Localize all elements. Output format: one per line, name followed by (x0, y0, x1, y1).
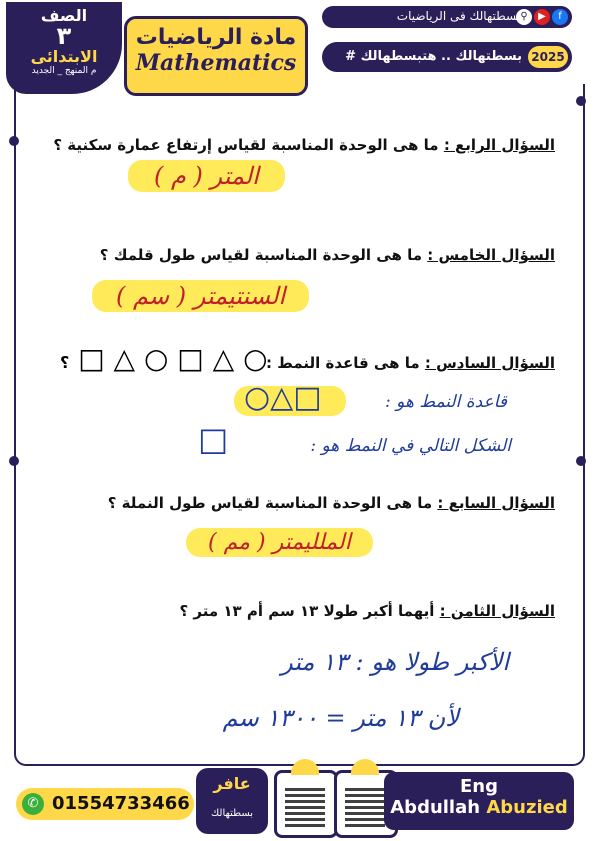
question-7-label: السؤال السابع : (437, 494, 555, 512)
answer-6-line2: الشكل التالي في النمط هو : (310, 436, 511, 456)
phone-pill (16, 788, 194, 820)
author-title: Eng (460, 776, 498, 797)
binding-dots-left (10, 96, 18, 756)
grade-badge (6, 2, 122, 94)
question-8 (180, 602, 556, 620)
answer-8-line1: الأكبر طولا هو : ١٣ متر (281, 648, 509, 676)
pattern-shapes-text: □ △ ○ □ △ ○ (78, 342, 268, 375)
facebook-icon: f (552, 9, 568, 25)
answer-6-line1: قاعدة النمط هو : (385, 392, 507, 412)
question-4 (53, 136, 555, 154)
subject-arabic: مادة الرياضيات (135, 25, 297, 50)
answer-7: الملليمتر ( مم ) (186, 528, 373, 557)
year-badge: 2025 (528, 46, 568, 68)
logo-subtitle: بسطتهالك (210, 808, 254, 819)
question-6-end: ؟ (60, 353, 70, 372)
question-4-text: ما هى الوحدة المناسبة لقياس إرتفاع عمارة سكنية ؟ (53, 136, 439, 154)
author-last-name: Abuzied (486, 797, 568, 818)
phone-number: 01554733466 (52, 793, 190, 814)
question-6-label: السؤال السادس : (424, 354, 555, 372)
brand-logo (196, 768, 268, 834)
youtube-icon: ▶ (534, 9, 550, 25)
subject-title-box (124, 16, 308, 96)
question-8-label: السؤال الثامن : (439, 602, 555, 620)
question-5 (100, 246, 555, 264)
logo-title: عافر (213, 774, 251, 793)
author-first-name: Abdullah (390, 797, 481, 818)
question-5-text: ما هى الوحدة المناسبة لقياس طول قلمك ؟ (99, 246, 423, 264)
grade-number: ٣ (56, 22, 72, 50)
question-6-text: ما هى قاعدة النمط : (266, 354, 420, 372)
subject-english: Mathematics (135, 50, 297, 76)
social-text: بسطتهالك فى الرياضيات (396, 9, 520, 23)
question-8-text: أيهما أكبر طولا ١٣ سم أم ١٣ متر ؟ (179, 602, 435, 620)
answer-5: السنتيمتر ( سم ) (92, 280, 309, 312)
question-6 (266, 354, 555, 372)
slogan-text: # بسطتهالك .. هتبسطهالك (345, 49, 522, 64)
author-box (384, 772, 574, 830)
slogan-bar (322, 42, 572, 72)
grade-label: الصف (40, 6, 88, 25)
answer-8-line2: لأن ١٣ متر = ١٣٠٠ سم (222, 704, 459, 732)
social-bar (322, 6, 572, 28)
answer-6-shapes: ○△□ (244, 380, 322, 415)
question-5-label: السؤال الخامس : (427, 246, 555, 264)
grade-curriculum: م المنهج _ الجديد (31, 66, 97, 76)
binding-dots-right (577, 96, 585, 756)
qr-code-1 (274, 770, 338, 838)
pattern-shapes (60, 342, 268, 375)
answer-6-next-shape: □ (198, 420, 229, 458)
answer-4: المتر ( م ) (128, 160, 285, 192)
search-icon: ⚲ (516, 9, 532, 25)
grade-stage: الابتدائى (30, 47, 98, 66)
question-4-label: السؤال الرابع : (443, 136, 555, 154)
phone-icon: ✆ (22, 793, 44, 815)
question-7 (108, 494, 555, 512)
question-7-text: ما هى الوحدة المناسبة لقياس طول النملة ؟ (107, 494, 433, 512)
